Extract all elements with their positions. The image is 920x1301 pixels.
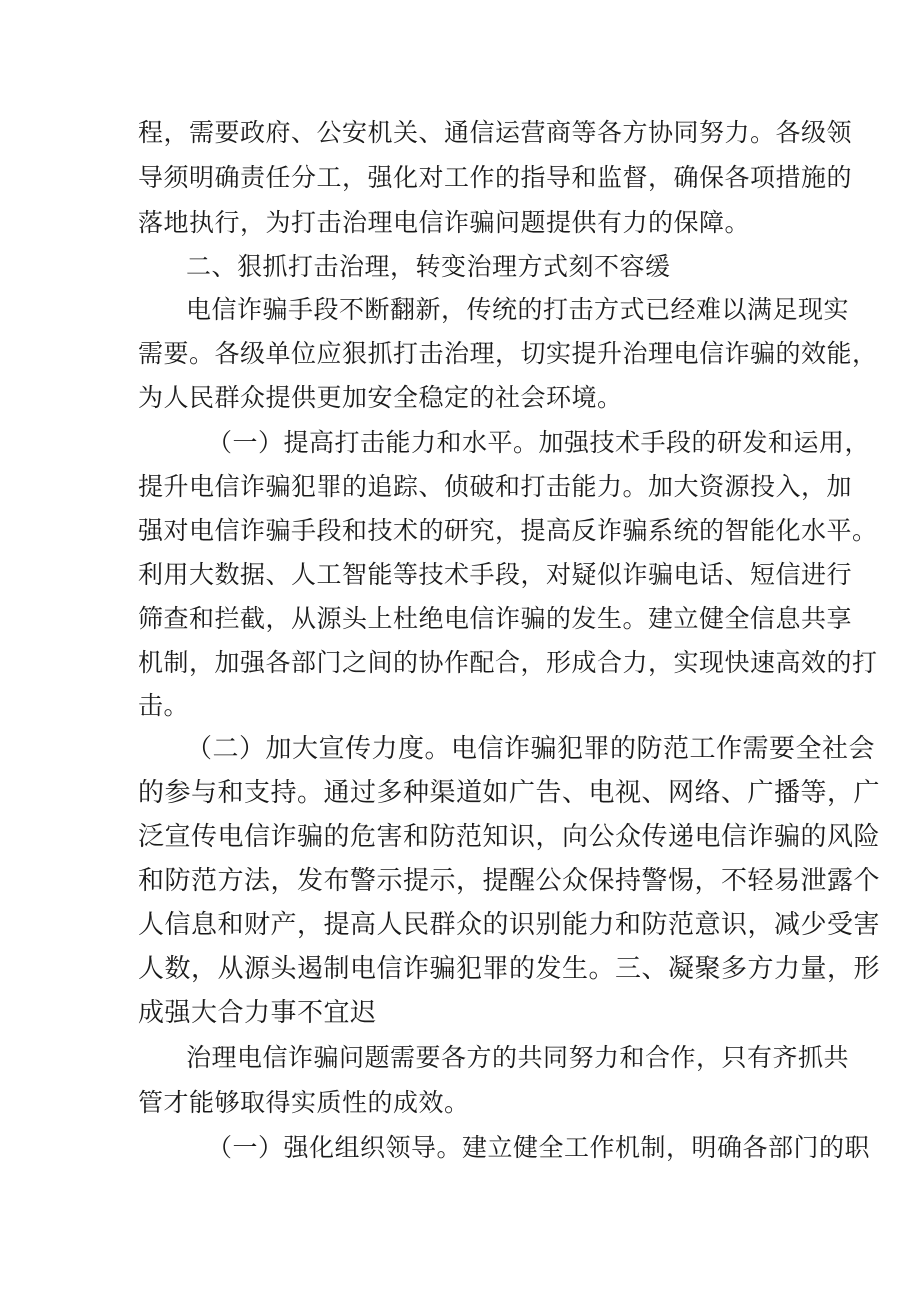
paragraph-line: 机制，加强各部门之间的协作配合，形成合力，实现快速高效的打 [138,648,878,677]
paragraph-line: 击。 [138,691,190,720]
paragraph-line: 治理电信诈骗问题需要各方的共同努力和合作，只有齐抓共 [186,1043,850,1072]
paragraph-line: （一）强化组织领导。建立健全工作机制，明确各部门的职 [207,1133,871,1162]
paragraph-line: （一）提高打击能力和水平。加强技术手段的研发和运用， [207,428,871,457]
section-heading: 二、狠抓打击治理，转变治理方式刻不容缓 [186,252,671,281]
paragraph-line: 和防范方法，发布警示提示，提醒公众保持警惕，不轻易泄露个 [138,866,881,896]
paragraph-line: 电信诈骗手段不断翻新，传统的打击方式已经难以满足现实 [186,295,850,324]
paragraph-line: 强对电信诈骗手段和技术的研究，提高反诈骗系统的智能化水平。 [138,516,878,545]
paragraph-line: 人数，从源头遏制电信诈骗犯罪的发生。三、凝聚多方力量，形 [138,954,881,984]
paragraph-line: 为人民群众提供更加安全稳定的社会环境。 [138,383,623,412]
paragraph-line: 人信息和财产，提高人民群众的识别能力和防范意识，减少受害 [138,910,881,940]
paragraph-line: 管才能够取得实质性的成效。 [138,1088,470,1117]
section-heading: 成强大合力事不宜迟 [138,998,377,1028]
paragraph-line: 泛宣传电信诈骗的危害和防范知识，向公众传递电信诈骗的风险 [138,822,881,852]
paragraph-line: （二）加大宣传力度。电信诈骗犯罪的防范工作需要全社会 [186,734,876,764]
paragraph-line: 的参与和支持。通过多种渠道如广告、电视、网络、广播等，广 [138,778,881,808]
paragraph-line: 需要。各级单位应狠抓打击治理，切实提升治理电信诈骗的效能， [138,339,878,368]
paragraph-line: 筛查和拦截，从源头上杜绝电信诈骗的发生。建立健全信息共享 [138,604,853,633]
paragraph-line: 提升电信诈骗犯罪的追踪、侦破和打击能力。加大资源投入，加 [138,472,853,501]
paragraph-line: 程，需要政府、公安机关、通信运营商等各方协同努力。各级领 [138,118,853,147]
paragraph-line: 导须明确责任分工，强化对工作的指导和监督，确保各项措施的 [138,163,853,192]
paragraph-line: 落地执行，为打击治理电信诈骗问题提供有力的保障。 [138,208,751,237]
paragraph-line: 利用大数据、人工智能等技术手段，对疑似诈骗电话、短信进行 [138,560,853,589]
